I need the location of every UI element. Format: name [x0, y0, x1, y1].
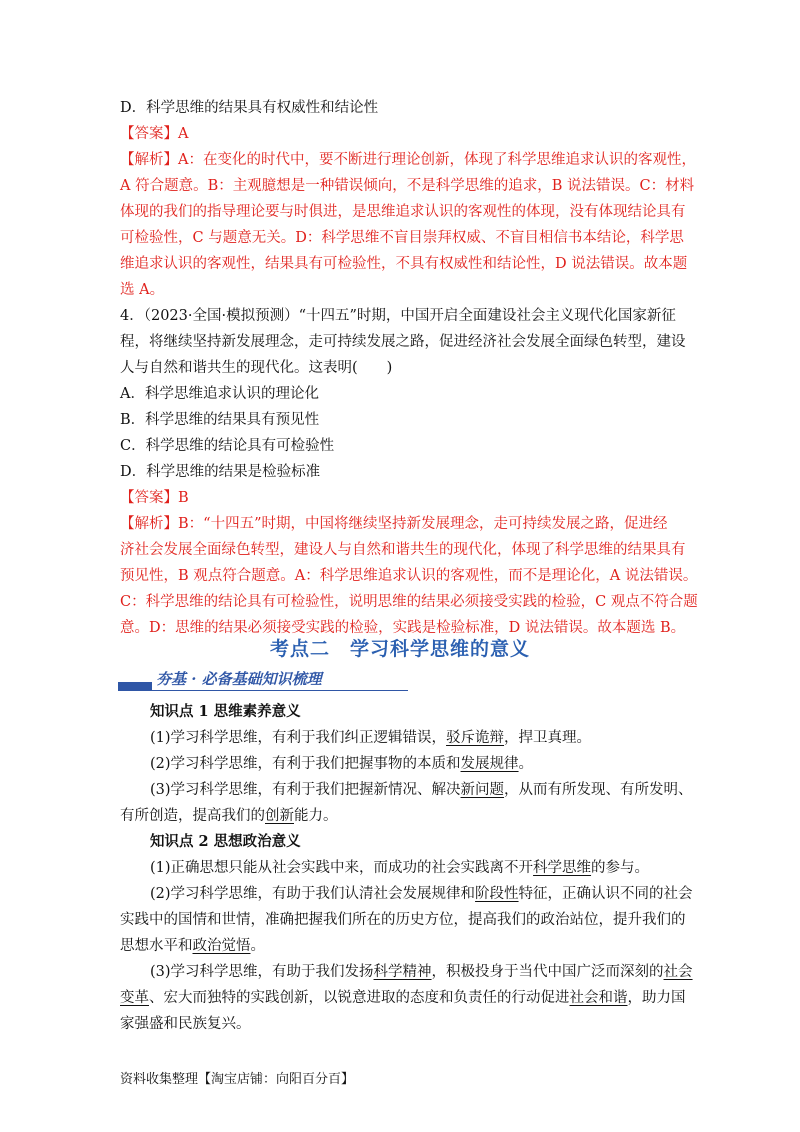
k2-p1: (1)正确思想只能从社会实践中来，而成功的社会实践离不开科学思维的参与。 — [150, 860, 650, 876]
section-title: 考点二 学习科学思维的意义 — [269, 638, 530, 660]
k2-p2-cont: 实践中的国情和世情，准确把握我们所在的历史方位，提高我们的政治站位，提升我们的 — [120, 912, 686, 928]
q3-analysis-line-4: 可检验性，C 与题意无关。D：科学思维不盲目崇拜权威、不盲目相信书本结论，科学思 — [120, 230, 684, 246]
q4-analysis-label: 【解析】 — [120, 516, 178, 532]
k2-p3-cont: 变革、宏大而独特的实践创新，以锐意进取的态度和负责任的行动促进社会和谐，助力国 — [120, 990, 686, 1006]
q3-analysis-line-5: 维追求认识的客观性，结果具有可检验性，不具有权威性和结论性，D 说法错误。故本题 — [120, 256, 688, 272]
k1-p2: (2)学习科学思维，有利于我们把握事物的本质和发展规律。 — [150, 756, 534, 772]
banner-text: 夯基 · 必备基础知识梳理 — [156, 670, 322, 688]
q3-analysis-line-1: 【解析】A：在变化的时代中，要不断进行理论创新，体现了科学思维追求认识的客观性， — [120, 152, 696, 168]
k2-p3: (3)学习科学思维，有助于我们发扬科学精神，积极投身于当代中国广泛而深刻的社会 — [150, 964, 693, 980]
q4-analysis-line-1: 【解析】B：“十四五”时期，中国将继续坚持新发展理念，走可持续发展之路，促进经 — [120, 516, 668, 532]
q4-option-b: B．科学思维的结果具有预见性 — [120, 412, 320, 428]
k2-p3-end: 家强盛和民族复兴。 — [120, 1016, 251, 1032]
q4-answer: 【答案】B — [120, 490, 189, 506]
footer-note: 资料收集整理【淘宝店铺：向阳百分百】 — [120, 1072, 355, 1087]
q3-analysis-line-2: A 符合题意。B：主观臆想是一种错误倾向，不是科学思维的追求，B 说法错误。C：材料 — [120, 178, 695, 194]
k2-p2-end: 思想水平和政治觉悟。 — [120, 938, 265, 954]
q4-option-d: D．科学思维的结果是检验标准 — [120, 464, 321, 480]
q4-option-a: A．科学思维追求认识的理论化 — [120, 386, 319, 402]
k2-p2: (2)学习科学思维，有助于我们认清社会发展规律和阶段性特征，正确认识不同的社会 — [150, 886, 693, 902]
q4-option-c: C．科学思维的结论具有可检验性 — [120, 438, 335, 454]
banner-divider — [118, 690, 408, 691]
section-banner — [118, 668, 418, 694]
k1-title: 知识点 1 思维素养意义 — [150, 703, 301, 720]
q4-stem-line-1: 4．（2023·全国·模拟预测）“十四五”时期，中国开启全面建设社会主义现代化国家新征 — [120, 308, 676, 324]
banner-bar-icon — [118, 682, 152, 690]
q3-analysis-line-3: 体现的我们的指导理论要与时俱进，是思维追求认识的客观性的体现，没有体现结论具有 — [120, 204, 686, 220]
k1-p3: (3)学习科学思维，有利于我们把握新情况、解决新问题，从而有所发现、有所发明、 — [150, 782, 693, 798]
q4-stem-line-3: 人与自然和谐共生的现代化。这表明( ) — [120, 360, 393, 376]
k2-title: 知识点 2 思想政治意义 — [150, 833, 301, 850]
q4-analysis-line-5: 意。D：思维的结果必须接受实践的检验，实践是检验标准，D 说法错误。故本题选 B。 — [120, 620, 686, 636]
q4-analysis-line-4: C：科学思维的结论具有可检验性，说明思维的结果必须接受实践的检验，C 观点不符合题 — [120, 594, 698, 610]
q3-option-d: D．科学思维的结果具有权威性和结论性 — [120, 100, 379, 116]
q4-analysis-line-3: 预见性，B 观点符合题意。A：科学思维追求认识的客观性，而不是理论化，A 说法错误。 — [120, 568, 698, 584]
k1-p1: (1)学习科学思维，有利于我们纠正逻辑错误，驳斥诡辩，捍卫真理。 — [150, 730, 592, 746]
q4-stem-line-2: 程，将继续坚持新发展理念，走可持续发展之路，促进经济社会发展全面绿色转型，建设 — [120, 334, 686, 350]
q3-analysis-label: 【解析】 — [120, 152, 178, 168]
k1-p3-cont: 有所创造，提高我们的创新能力。 — [120, 808, 338, 824]
q4-analysis-line-2: 济社会发展全面绿色转型，建设人与自然和谐共生的现代化，体现了科学思维的结果具有 — [120, 542, 686, 558]
q3-answer: 【答案】A — [120, 126, 189, 142]
q3-analysis-line-6: 选 A。 — [120, 282, 165, 298]
